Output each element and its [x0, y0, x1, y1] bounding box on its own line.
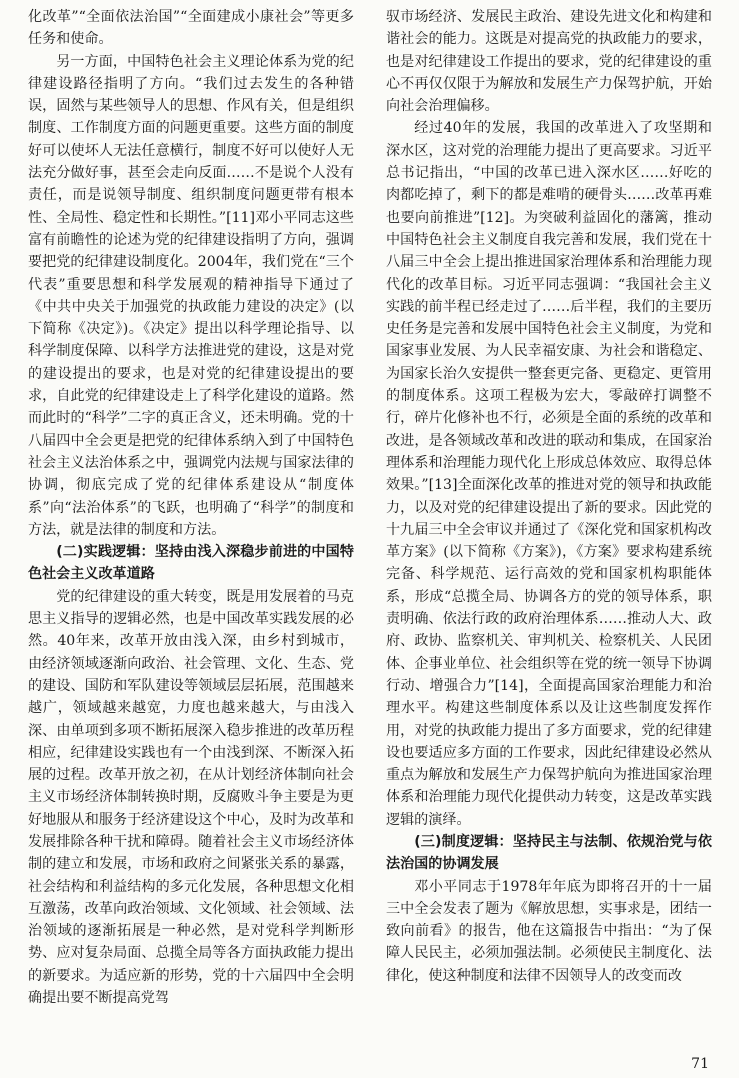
page-number: 71 [691, 1056, 709, 1072]
paragraph: 化改革”“全面依法治国”“全面建成小康社会”等更多任务和使命。 [28, 9, 354, 48]
paragraph: 党的纪律建设的重大转变，既是用发展着的马克思主义指导的逻辑必然，也是中国改革实践发展的必然。40年来，改革开放由浅入深，由乡村到城市，由经济领域逐渐向政治、社会管理、文化、生态、党的建设、国防和军队建设等领域层层拓展，范围越来越广，领域越来越宽，力度也越来越大，与由浅入深、由单项到多项不断拓展深入稳步推进的改革历程相应，纪律建设实践也有一个由浅到深、不断深入拓展的过程。改革开放之初，在从计划经济体制向社会主义市场经济体制转换时期，反腐败斗争主要是为更好地服从和服务于经济建设这个中心，及时为改革和发展排除各种干扰和障碍。随着社会主义市场经济体制的建立和发展，市场和政府之间紧张关系的暴露，社会结构和利益结构的多元化发展，各种思想文化相互激荡，改革向政治领域、文化领域、社会领域、法治领域的逐渐拓展是一种必然，是对党科学判断形势、应对复杂局面、总揽全局等各方面执政能力提出的新要求。为适应新的形势，党的十六届四中全会明确提出要不断提高党驾 [28, 588, 354, 1007]
left-column [28, 6, 354, 1009]
right-column [386, 6, 712, 987]
section-heading: (二)实践逻辑：坚持由浅入深稳步前进的中国特色社会主义改革道路 [28, 544, 354, 583]
paragraph: 经过40年的发展，我国的改革进入了攻坚期和深水区，这对党的治理能力提出了更高要求。习近平总书记指出，“中国的改革已进入深水区……好吃的肉都吃掉了，剩下的都是难啃的硬骨头……改革再难也要向前推进”[12]。为突破利益固化的藩篱，推动中国特色社会主义制度自我完善和发展，我们党在十八届三中全会上提出推进国家治理体系和治理能力现代化的改革目标。习近平同志强调：“我国社会主义实践的前半程已经走过了……后半程，我们的主要历史任务是完善和发展中国特色社会主义制度，为党和国家事业发展、为人民幸福安康、为社会和谐稳定、为国家长治久安提供一整套更完备、更稳定、更管用的制度体系。这项工程极为宏大，零敲碎打调整不行，碎片化修补也不行，必须是全面的系统的改革和改进，是各领域改革和改进的联动和集成，在国家治理体系和治理能力现代化上形成总体效应、取得总体效果。”[13]全面深化改革的推进对党的领导和执政能力，以及对党的纪律建设提出了新的要求。因此党的十九届三中全会审议并通过了《深化党和国家机构改革方案》(以下简称《方案》)，《方案》要求构建系统完备、科学规范、运行高效的党和国家机构职能体系，形成“总揽全局、协调各方的党的领导体系，职责明确、依法行政的政府治理体系……推动人大、政府、政协、监察机关、审判机关、检察机关、人民团体、企事业单位、社会组织等在党的统一领导下协调行动、增强合力”[14]，全面提高国家治理能力和治理水平。构建这些制度体系以及让这些制度发挥作用，对党的执政能力提出了多方面要求，党的纪律建设也要适应多方面的工作要求，因此纪律建设必然从重点为解放和发展生产力保驾护航向为推进国家治理体系和治理能力现代化提供动力转变，这是改革实践逻辑的演绎。 [386, 120, 712, 828]
paragraph: 驭市场经济、发展民主政治、建设先进文化和构建和谐社会的能力。这既是对提高党的执政能力的要求，也是对纪律建设工作提出的要求，党的纪律建设的重心不再仅仅限于为解放和发展生产力保驾护航，开始向社会治理偏移。 [386, 9, 712, 115]
paragraph: 邓小平同志于1978年年底为即将召开的十一届三中全会发表了题为《解放思想，实事求是，团结一致向前看》的报告，他在这篇报告中指出：“为了保障人民民主，必须加强法制。必须使民主制度化、法律化，使这种制度和法律不因领导人的改变而改 [386, 878, 712, 984]
paragraph: 另一方面，中国特色社会主义理论体系为党的纪律建设路径指明了方向。“我们过去发生的各种错误，固然与某些领导人的思想、作风有关，但是组织制度、工作制度方面的问题更重要。这些方面的制度好可以使坏人无法任意横行，制度不好可以使好人无法充分做好事，甚至会走向反面……不是说个人没有责任，而是说领导制度、组织制度问题更带有根本性、全局性、稳定性和长期性。”[11]邓小平同志这些富有前瞻性的论述为党的纪律建设指明了方向，强调要把党的纪律建设制度化。2004年，我们党在“三个代表”重要思想和科学发展观的精神指导下通过了《中共中央关于加强党的执政能力建设的决定》(以下简称《决定》)。《决定》提出以科学理论指导、以科学制度保障、以科学方法推进党的建设，这是对党的建设提出的要求，也是对党的纪律建设提出的要求，自此党的纪律建设走上了科学化建设的道路。然而此时的“科学”二字的真正含义，还未明确。党的十八届四中全会更是把党的纪律体系纳入到了中国特色社会主义法治体系之中，强调党内法规与国家法律的协调，彻底完成了党的纪律体系建设从“制度体系”向“法治体系”的飞跃，也明确了“科学”的制度和方法，就是法律的制度和方法。 [28, 53, 354, 538]
section-heading: (三)制度逻辑：坚持民主与法制、依规治党与依法治国的协调发展 [386, 833, 712, 873]
